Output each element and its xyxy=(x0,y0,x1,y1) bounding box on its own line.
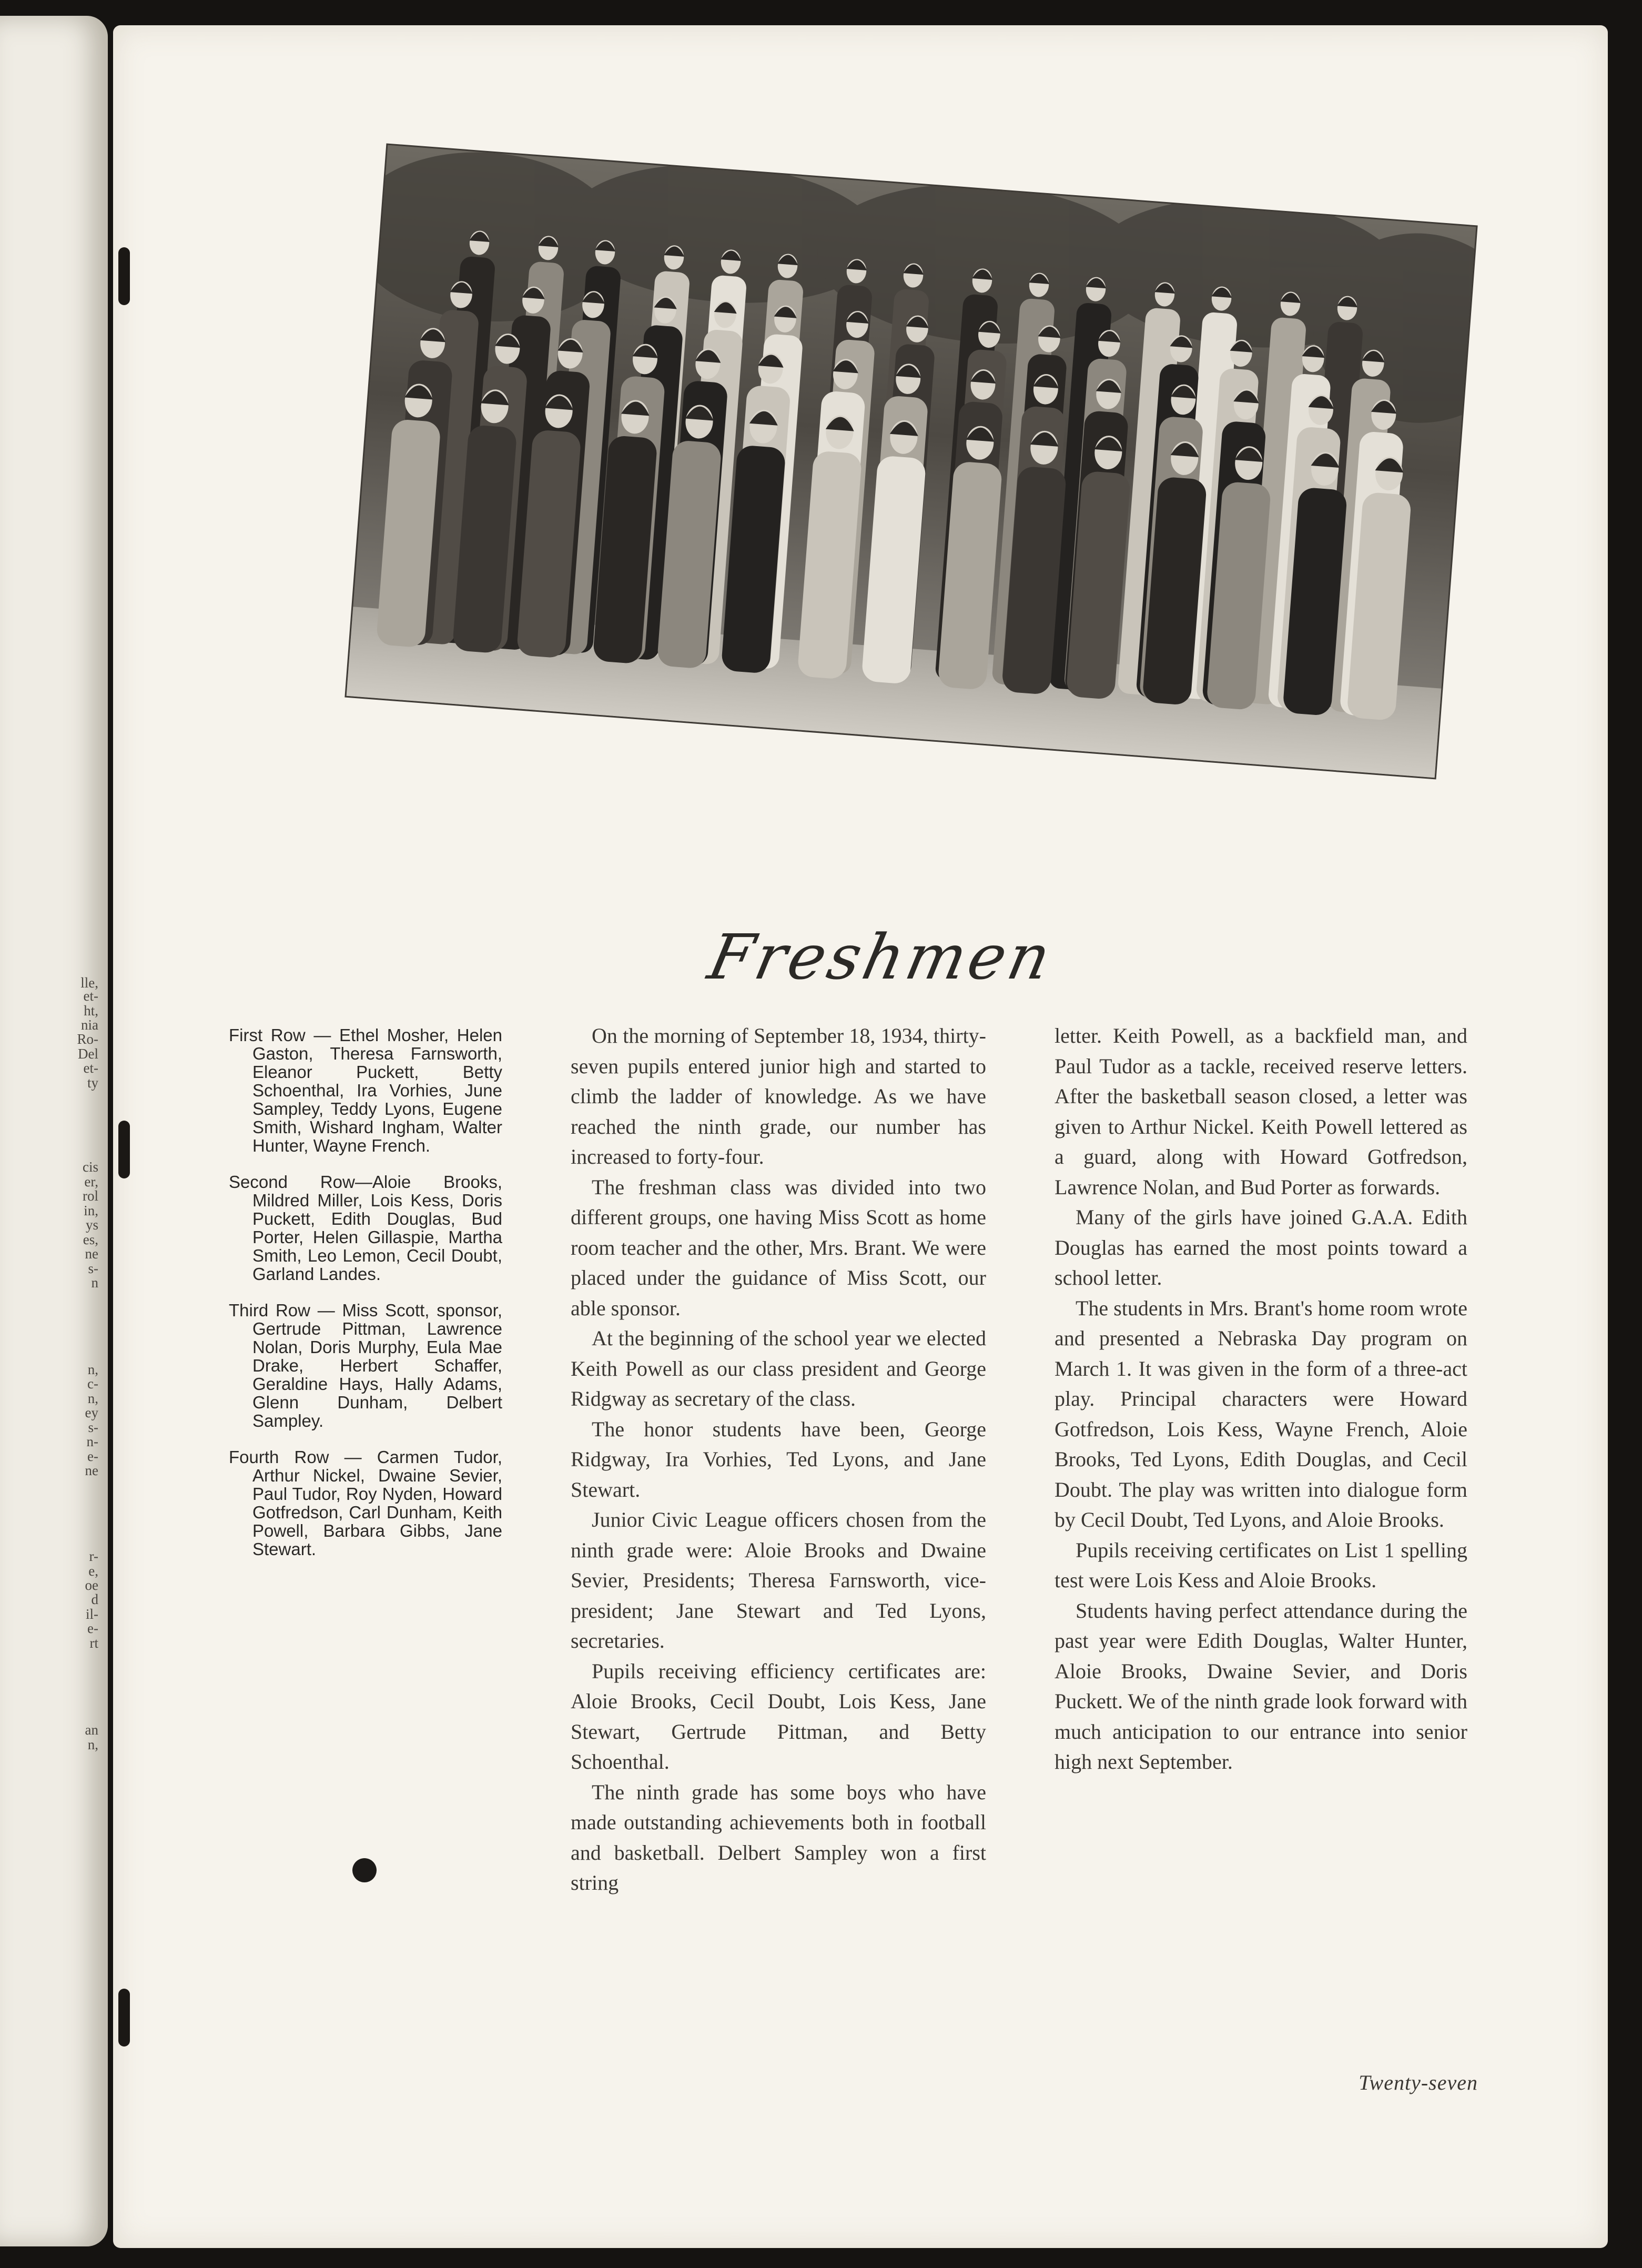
prev-page-text-fragment: et- xyxy=(83,1060,98,1076)
prev-page-text-fragment: ey xyxy=(85,1405,98,1420)
prev-page-text-fragment: n, xyxy=(87,1737,98,1752)
punch-dot xyxy=(352,1858,377,1882)
prev-page-text-fragment: s- xyxy=(88,1419,98,1435)
class-group-photo xyxy=(347,145,1476,778)
prev-page-text-fragment: et- xyxy=(83,988,98,1004)
prev-page-text-fragment: n xyxy=(91,1275,98,1291)
prev-page-text-fragment: e, xyxy=(88,1563,98,1579)
prev-page-text-fragment: oe xyxy=(85,1577,98,1593)
article-paragraph: At the beginning of the school year we elected Keith Powell as our class president and George Ridgway as secretary of the class. xyxy=(571,1326,986,1410)
article-paragraph: Many of the girls have joined G.A.A. Edith Douglas has earned the most points toward a school letter. xyxy=(1055,1205,1467,1289)
prev-page-text-fragment: an xyxy=(85,1722,98,1738)
binder-hole-middle xyxy=(118,1121,130,1178)
article-paragraph: Students having perfect attendance during the past year were Edith Douglas, Walter Hunter, Aloie Brooks, Dwaine Sevier, and Doris Puckett. We of the ninth grade look forward with much anticipation to our entrance into senior high next September. xyxy=(1055,1598,1467,1773)
caption-row: Third Row — Miss Scott, sponsor, Gertrude Pittman, Lawrence Nolan, Doris Murphy, Eula Mae Drake, Herbert Schaffer, Geraldine Hays, Hally Adams, Glenn Dunham, Delbert Sampley. xyxy=(229,1301,502,1430)
prev-page-text-fragment: il- xyxy=(86,1606,98,1622)
page-title: Freshmen xyxy=(702,921,1060,993)
prev-page-text-fragment: rol xyxy=(83,1188,98,1204)
prev-page-text-fragment: ys xyxy=(85,1217,98,1233)
prev-page-text-fragment: rt xyxy=(89,1635,98,1651)
page-number: Twenty-seven xyxy=(1359,2071,1478,2094)
article-paragraph: Pupils receiving efficiency certificates are: Aloie Brooks, Cecil Doubt, Lois Kess, Jane Stewart, Gertrude Pittman, and Betty Schoenthal. xyxy=(571,1659,986,1773)
prev-page-text-fragment: in, xyxy=(84,1203,98,1218)
binder-hole-bottom xyxy=(118,1989,130,2047)
prev-page-text-fragment: er, xyxy=(84,1174,98,1190)
article-paragraph: On the morning of September 18, 1934, thirty-seven pupils entered junior high and started to climb the ladder of knowledge. As we have reached the ninth grade, our number has increased to forty-four. xyxy=(571,1024,986,1168)
prev-page-text-fragment: s- xyxy=(88,1261,98,1276)
prev-page-text-fragment: ne xyxy=(85,1246,98,1262)
prev-page-text-fragment: ht, xyxy=(84,1003,98,1019)
prev-page-text-fragment: cis xyxy=(83,1159,98,1175)
prev-page-text-fragment: nia xyxy=(81,1017,98,1033)
prev-page-text-fragment: n, xyxy=(87,1362,98,1377)
caption-row: First Row — Ethel Mosher, Helen Gaston, Theresa Farnsworth, Eleanor Puckett, Betty Schoenthal, Ira Vorhies, June Sampley, Teddy Lyons, Eugene Smith, Wishard Ingham, Walter Hunter, Wayne French. xyxy=(229,1025,502,1155)
prev-page-text-fragment: n, xyxy=(87,1390,98,1406)
caption-row: Fourth Row — Carmen Tudor, Arthur Nickel, Dwaine Sevier, Paul Tudor, Roy Nyden, Howard Gotfredson, Carl Dunham, Keith Powell, Barbara Gibbs, Jane Stewart. xyxy=(229,1447,502,1559)
prev-page-text-fragment: d xyxy=(91,1591,98,1607)
article-paragraph: The honor students have been, George Ridgway, Ira Vorhies, Ted Lyons, and Jane Stewart. xyxy=(571,1417,986,1501)
article-paragraph: Junior Civic League officers chosen from the ninth grade were: Aloie Brooks and Dwaine Sevier, Presidents; Theresa Farnsworth, vice-president; Jane Stewart and Ted Lyons, secretaries. xyxy=(571,1508,986,1652)
article-paragraph: Pupils receiving certificates on List 1 spelling test were Lois Kess and Aloie Brooks. xyxy=(1055,1538,1467,1592)
prev-page-text-fragment: c- xyxy=(87,1376,98,1392)
article-paragraph: The freshman class was divided into two different groups, one having Miss Scott as home room teacher and the other, Mrs. Brant. We were placed under the guidance of Miss Scott, our able sponsor. xyxy=(571,1175,986,1320)
prev-page-text-fragment: ne xyxy=(85,1463,98,1478)
prev-page-text-fragment: n- xyxy=(86,1434,98,1449)
class-group-photo-art xyxy=(347,145,1476,778)
binder-hole-top xyxy=(118,247,130,305)
article-column-1 xyxy=(571,1021,986,1898)
prev-page-text-fragment: r- xyxy=(89,1548,98,1564)
prev-page-text-fragment: Ro- xyxy=(77,1031,98,1047)
prev-page-text-fragment: e- xyxy=(87,1448,98,1464)
caption-row: Second Row—Aloie Brooks, Mildred Miller, Lois Kess, Doris Puckett, Edith Douglas, Bud Porter, Helen Gillaspie, Martha Smith, Leo Lemon, Cecil Doubt, Garland Landes. xyxy=(229,1172,502,1284)
prev-page-text-fragment: es, xyxy=(83,1232,98,1247)
photo-caption xyxy=(229,1026,502,1576)
prev-page-text-fragment: Del xyxy=(78,1046,98,1062)
prev-page-text-fragment: e- xyxy=(87,1620,98,1636)
article-paragraph: The ninth grade has some boys who have made outstanding achievements both in football and basketball. Delbert Sampley won a first string xyxy=(571,1780,986,1894)
article-paragraph: The students in Mrs. Brant's home room wrote and presented a Nebraska Day program on March 1. It was given in the form of a three-act play. Principal characters were Howard Gotfredson, Lois Kess, Wayne French, Aloie Brooks, Ted Lyons, Edith Douglas, and Cecil Doubt. The play was written into dialogue form by Cecil Doubt, Ted Lyons, and Aloie Brooks. xyxy=(1055,1296,1467,1531)
prev-page-text-fragment: lle, xyxy=(80,975,98,991)
column-2-continuation: letter. Keith Powell, as a backfield man, and Paul Tudor as a tackle, received reserve letters. After the basketball season closed, a letter was given to Arthur Nickel. Keith Powell lettered as a guard, along with Howard Gotfredson, Lawrence Nolan, and Bud Porter as forwards. xyxy=(1055,1024,1467,1199)
prev-page-text-fragment: ty xyxy=(87,1075,98,1091)
previous-page-edge xyxy=(0,16,108,2246)
article-column-2 xyxy=(1055,1021,1467,1777)
